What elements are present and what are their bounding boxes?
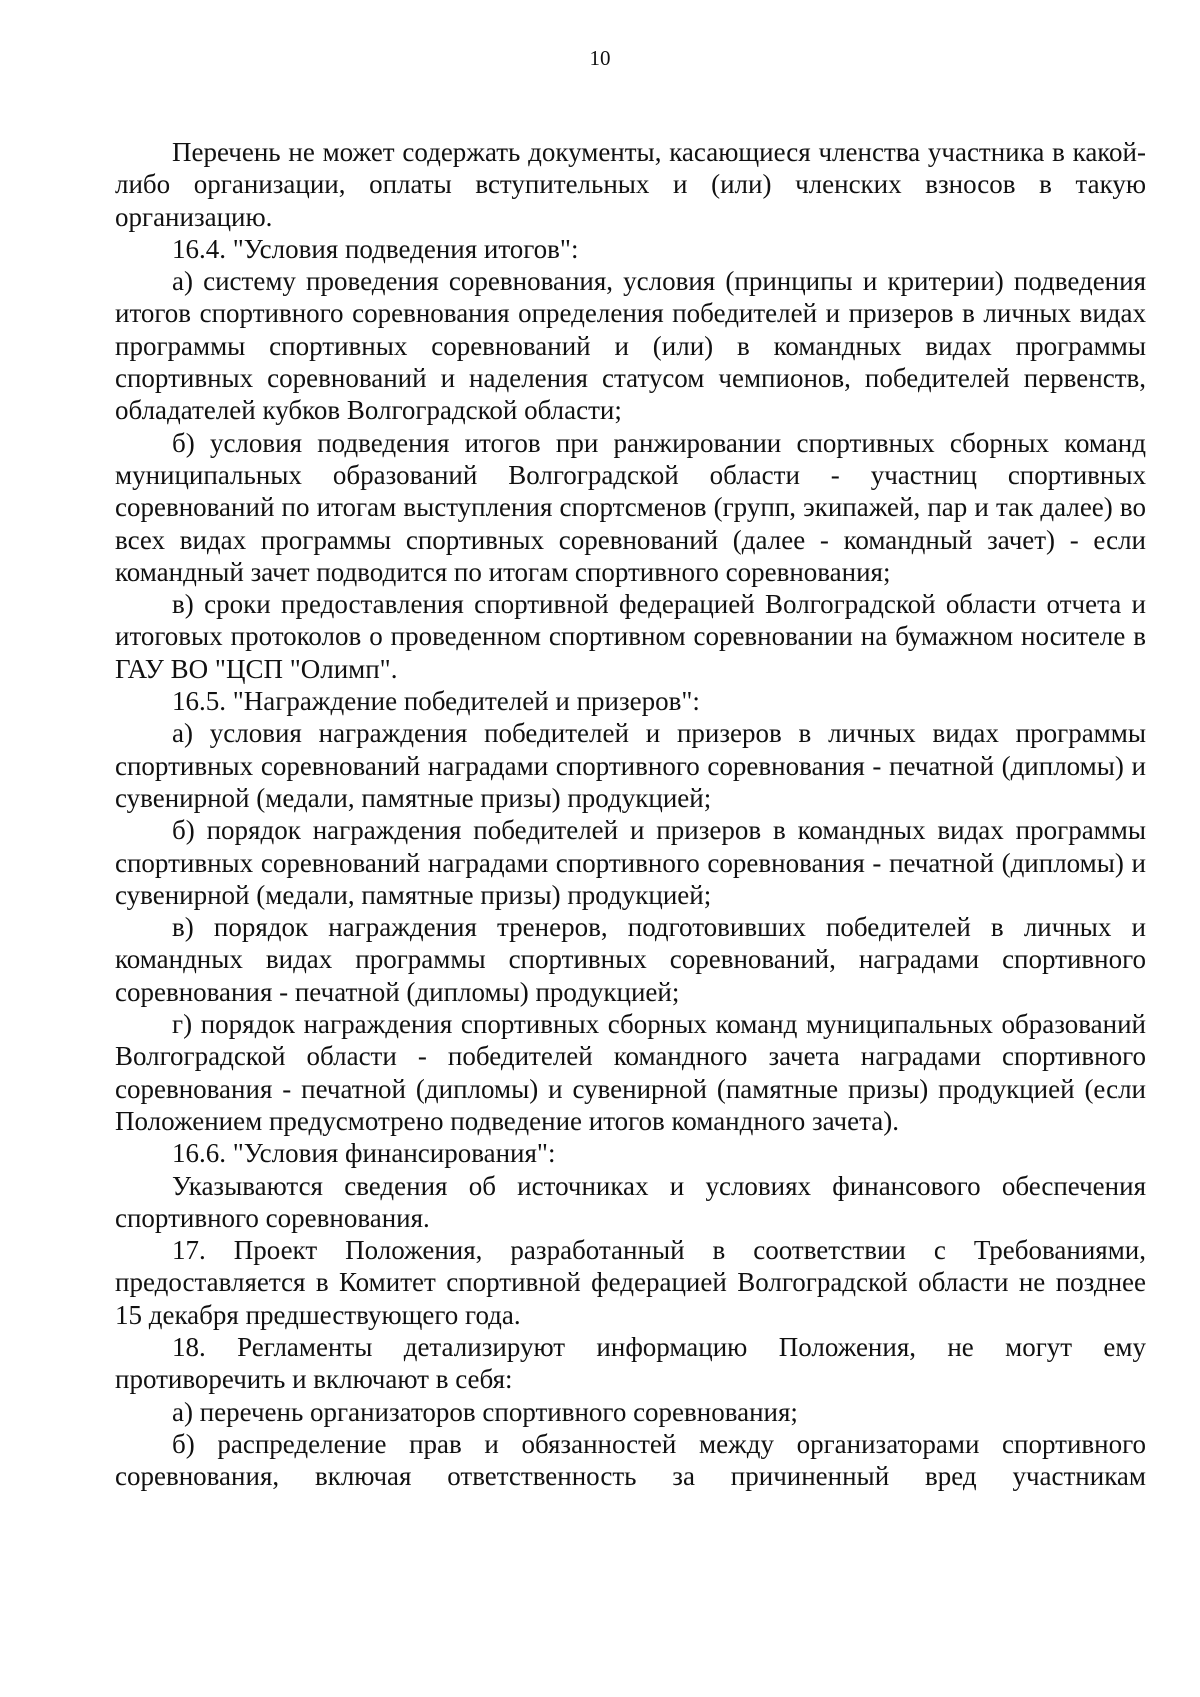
paragraph-18-b: б) распределение прав и обязанностей между организаторами спортивного соревнования, включая ответственность за причиненный вред участникам [115, 1428, 1146, 1492]
paragraph-16-4-a: а) систему проведения соревнования, условия (принципы и критерии) подведения итогов спортивного соревнования определения победителей и призеров в личных видах программы спортивных соревнований и (или) в командных видах программы спортивных соревнований и наделения статусом чемпионов, победителей первенств, обладателей кубков Волгоградской области; [115, 266, 1146, 426]
paragraph-16-6-financing: Указываются сведения об источниках и условиях финансового обеспечения спортивного соревнования. [115, 1170, 1146, 1233]
paragraph-17: 17. Проект Положения, разработанный в соответствии с Требованиями, предоставляется в Комитет спортивной федерацией Волгоградской области не позднее 15 декабря предшествующего года. [115, 1235, 1146, 1330]
section-heading-16-4: 16.4. "Условия подведения итогов": [172, 233, 579, 264]
section-heading-16-5: 16.5. "Награждение победителей и призеров": [172, 686, 700, 717]
paragraph-membership-documents: Перечень не может содержать документы, касающиеся членства участника в какой-либо организации, оплаты вступительных и (или) членских взносов в такую организацию. [115, 137, 1146, 232]
section-heading-16-6: 16.6. "Условия финансирования": [172, 1138, 556, 1169]
paragraph-16-4-v: в) сроки предоставления спортивной федерацией Волгоградской области отчета и итоговых протоколов о проведенном спортивном соревновании на бумажном носителе в ГАУ ВО "ЦСП "Олимп". [115, 589, 1146, 684]
page-number: 10 [589, 46, 611, 70]
paragraph-16-5-a: а) условия награждения победителей и призеров в личных видах программы спортивных соревнований наградами спортивного соревнования - печатной (дипломы) и сувенирной (медали, памятные призы) продукцией; [115, 718, 1146, 813]
paragraph-18: 18. Регламенты детализируют информацию Положения, не могут ему противоречить и включают в себя: [115, 1331, 1146, 1395]
paragraph-16-4-b: б) условия подведения итогов при ранжировании спортивных сборных команд муниципальных образований Волгоградской области - участниц спортивных соревнований по итогам выступления спортсменов (групп, экипажей, пар и так далее) во всех видах программы спортивных соревнований (далее - командный зачет) - если командный зачет подводится по итогам спортивного соревнования; [115, 427, 1146, 587]
paragraph-16-5-b: б) порядок награждения победителей и призеров в командных видах программы спортивных соревнований наградами спортивного соревнования - печатной (дипломы) и сувенирной (медали, памятные призы) продукцией; [115, 815, 1146, 910]
paragraph-16-5-v: в) порядок награждения тренеров, подготовивших победителей в личных и командных видах программы спортивных соревнований, наградами спортивного соревнования - печатной (дипломы) продукцией; [115, 912, 1146, 1007]
document-body [115, 136, 1146, 1492]
paragraph-16-5-g: г) порядок награждения спортивных сборных команд муниципальных образований Волгоградской области - победителей командного зачета наградами спортивного соревнования - печатной (дипломы) и сувенирной (памятные призы) продукцией (если Положением предусмотрено подведение итогов командного зачета). [115, 1009, 1146, 1136]
paragraph-18-a: а) перечень организаторов спортивного соревнования; [172, 1396, 798, 1427]
